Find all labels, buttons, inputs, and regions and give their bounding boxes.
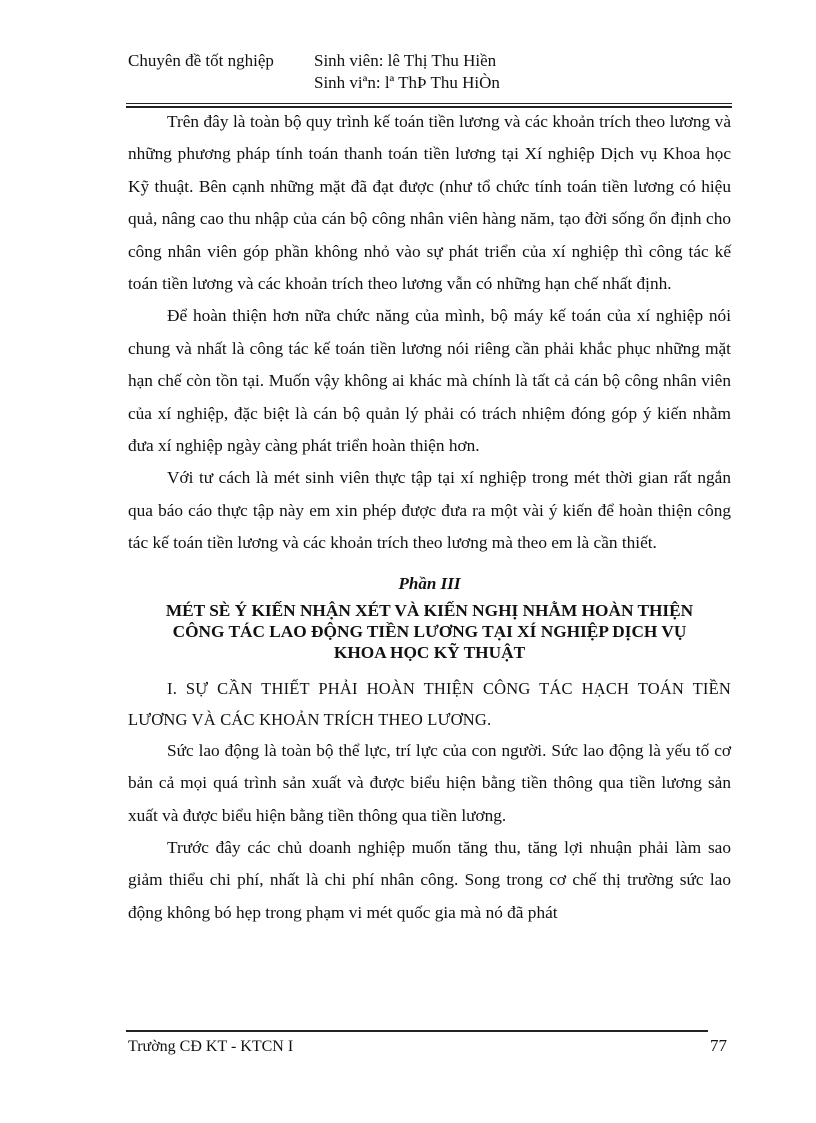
section-title-line: KHOA HỌC KỸ THUẬT [333, 642, 526, 662]
page-number: 77 [710, 1036, 727, 1055]
student-name-garbled: Sinh viªn: lª ThÞ Thu HiÒn [314, 73, 500, 92]
student-name: Sinh viên: lê Thị Thu Hiền [314, 51, 497, 70]
header-row [128, 50, 738, 72]
part-title: Phần III [398, 573, 461, 593]
course-title: Chuyên đề tốt nghiệp [128, 51, 274, 70]
footer-school: Trường CĐ KT - KTCN I [128, 1038, 294, 1055]
body-paragraph: Sức lao động là toàn bộ thể lực, trí lực của con người. Sức lao động là yếu tố cơ bản cả mọi quá trình sản xuất và được biểu hiện bằng tiền thông qua tiền lương sản xuất và được biểu hiện bằng tiền thông qua tiền lương. [128, 740, 731, 825]
body-paragraph: Với tư cách là mét sinh viên thực tập tại xí nghiệp trong mét thời gian rất ngắn qua báo cáo thực tập này em xin phép được đưa ra một vài ý kiến để hoàn thiện công tác kế toán tiền lương và các khoản trích theo lương mà theo em là cần thiết. [128, 468, 731, 553]
page-header [128, 50, 738, 94]
section-title [128, 600, 731, 663]
subsection-title: I. SỰ CẦN THIẾT PHẢI HOÀN THIỆN CÔNG TÁC HẠCH TOÁN TIỀN LƯƠNG VÀ CÁC KHOẢN TRÍCH THEO LƯƠNG. [128, 678, 731, 729]
body-paragraph: Trước đây các chủ doanh nghiệp muốn tăng thu, tăng lợi nhuận phải làm sao giảm thiểu chi phí, nhất là chi phí nhân công. Song trong cơ chế thị trường sức lao động không bó hẹp trong phạm vi mét quốc gia mà nó đã phát [128, 837, 731, 922]
page-body [128, 106, 731, 929]
body-paragraph: Để hoàn thiện hơn nữa chức năng của mình, bộ máy kế toán của xí nghiệp nói chung và nhất là công tác kế toán tiền lương nói riêng cần phải khắc phục những mặt hạn chế còn tồn tại. Muốn vậy không ai khác mà chính là tất cả cán bộ công nhân viên của xí nghiệp, đặc biệt là cán bộ quản lý phải có trách nhiệm đóng góp ý kiến nhằm đưa xí nghiệp ngày càng phát triển hoàn thiện hơn. [128, 306, 731, 456]
footer-rule [126, 1030, 708, 1032]
body-paragraph: Trên đây là toàn bộ quy trình kế toán tiền lương và các khoản trích theo lương và những phương pháp tính toán thanh toán tiền lương tại Xí nghiệp Dịch vụ Khoa học Kỹ thuật. Bên cạnh những mặt đã đạt được (như tổ chức tính toán tiền lương có hiệu quả, nâng cao thu nhập của cán bộ công nhân viên hàng năm, tạo đời sống ổn định cho công nhân viên góp phần không nhỏ vào sự phát triển của xí nghiệp thì công tác kế toán tiền lương và các khoản trích theo lương vẫn có những hạn chế nhất định. [128, 112, 731, 294]
section-title-line: CÔNG TÁC LAO ĐỘNG TIỀN LƯƠNG TẠI XÍ NGHIỆP DỊCH VỤ [172, 621, 687, 641]
section-title-line: MÉT SÈ Ý KIẾN NHẬN XÉT VÀ KIẾN NGHỊ NHẰM HOÀN THIỆN [165, 600, 694, 620]
